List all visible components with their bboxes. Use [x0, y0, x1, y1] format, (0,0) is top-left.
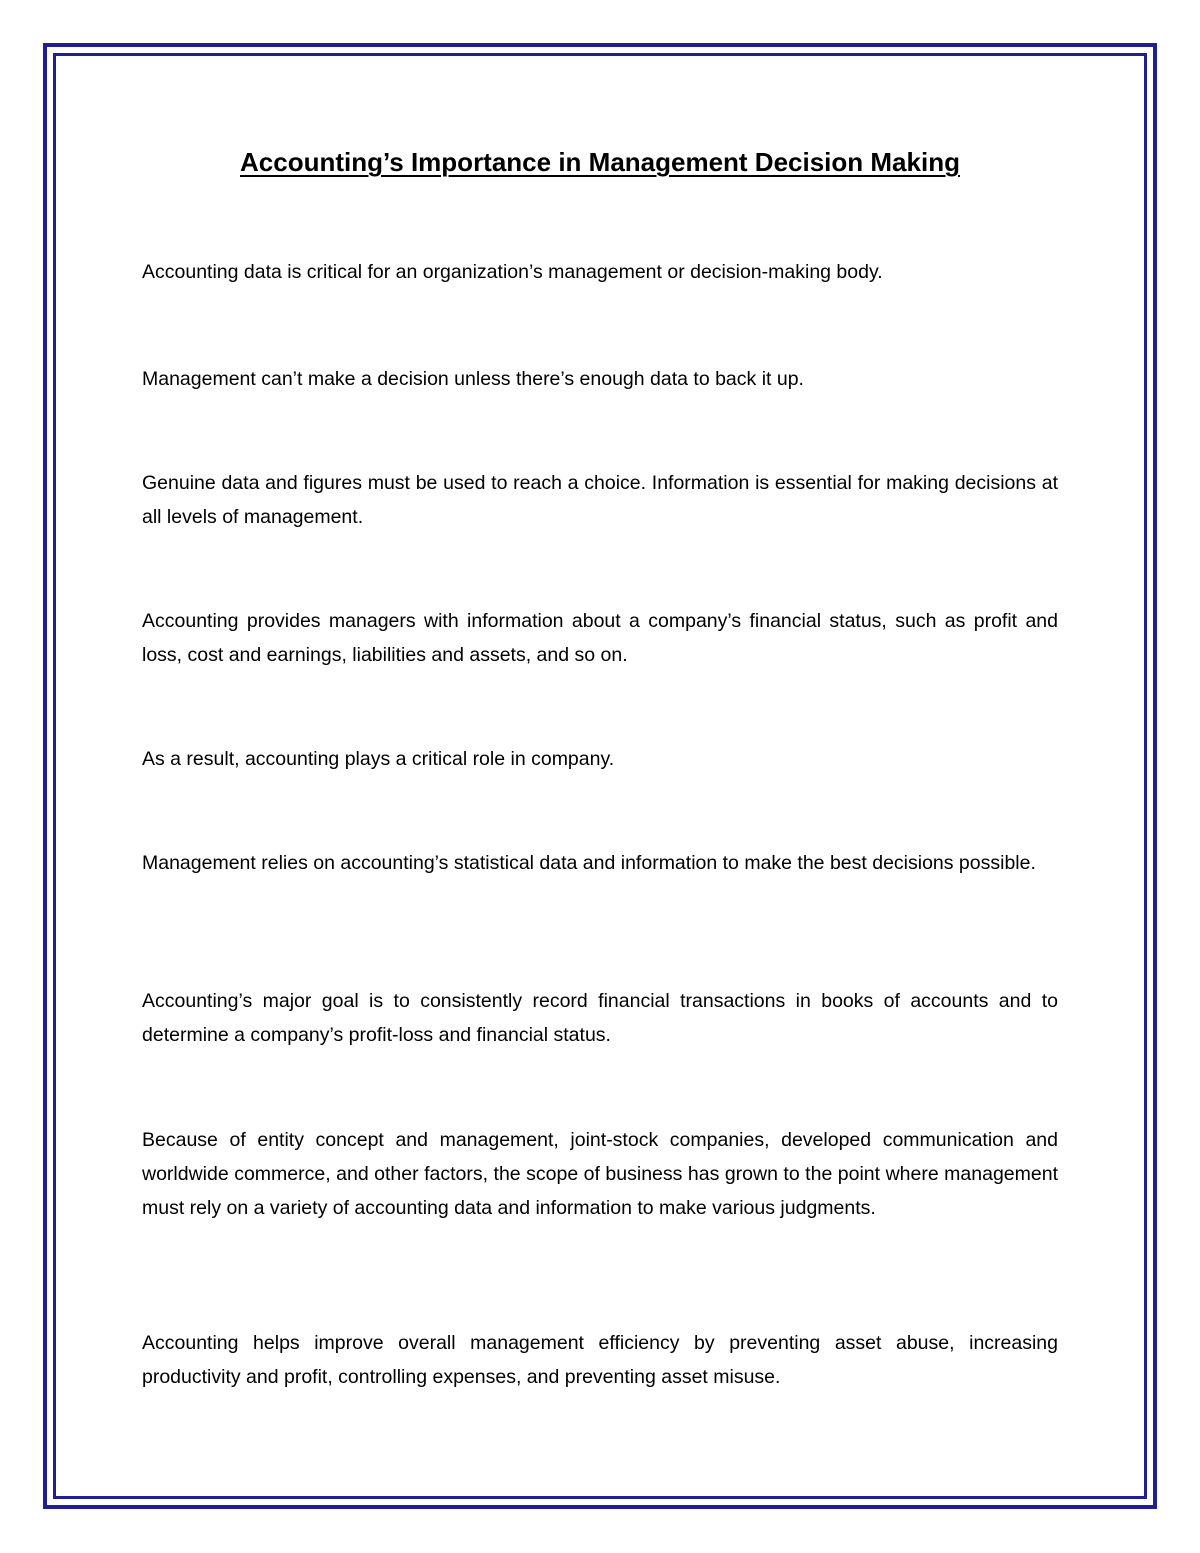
paragraph-9: Accounting helps improve overall management efficiency by preventing asset abuse, increasing productivity and profit, controlling expenses, and preventing asset misuse. [142, 1332, 1058, 1388]
paragraph-2: Management can’t make a decision unless there’s enough data to back it up. [142, 368, 804, 390]
paragraph-6: Management relies on accounting’s statistical data and information to make the best decisions possible. [142, 852, 1036, 874]
paragraph-5: As a result, accounting plays a critical role in company. [142, 748, 615, 770]
paragraph-1: Accounting data is critical for an organization’s management or decision-making body. [142, 261, 883, 283]
paragraph-8: Because of entity concept and management, joint-stock companies, developed communication and worldwide commerce, and other factors, the scope of business has grown to the point where management must rely on a variety of accounting data and information to make various judgments. [142, 1129, 1058, 1219]
paragraph-4: Accounting provides managers with information about a company’s financial status, such as profit and loss, cost and earnings, liabilities and assets, and so on. [142, 610, 1058, 666]
paragraph-3: Genuine data and figures must be used to reach a choice. Information is essential for making decisions at all levels of management. [142, 472, 1058, 528]
paragraph-7: Accounting’s major goal is to consistently record financial transactions in books of accounts and to determine a company’s profit-loss and financial status. [142, 990, 1058, 1046]
document-title: Accounting’s Importance in Management Decision Making [240, 147, 960, 177]
